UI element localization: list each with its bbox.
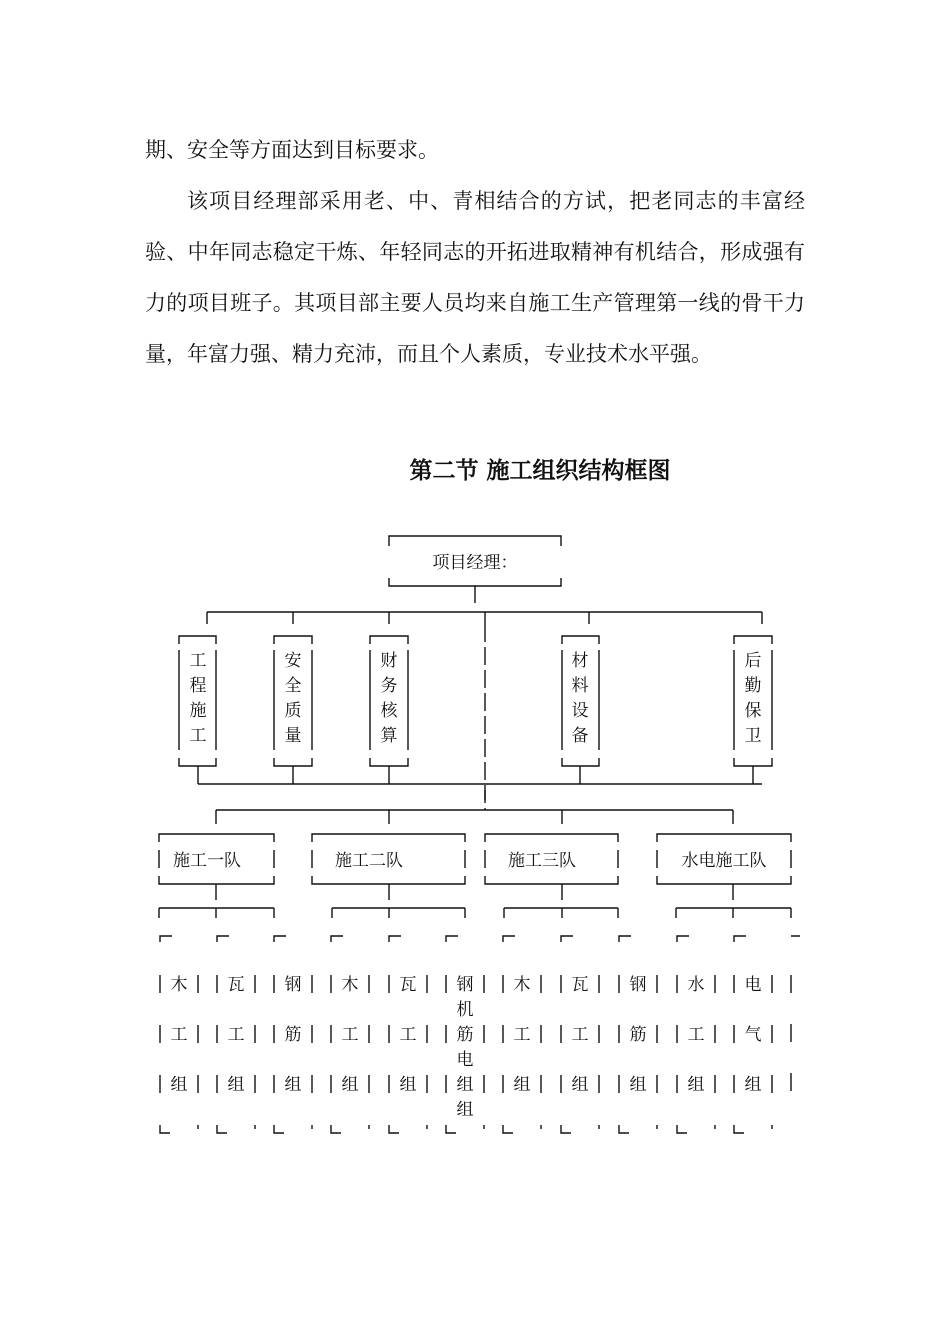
- dept-label-2: 财务核算: [380, 651, 398, 746]
- trailing-stub: [791, 936, 800, 1091]
- dept-finance: [370, 636, 408, 766]
- group-boxes: [160, 936, 800, 1133]
- team-label-1: 施工一队: [173, 851, 241, 871]
- dept-materials: [562, 636, 599, 766]
- group-box: [734, 936, 772, 1133]
- dept-label-0: 工程施工: [189, 651, 207, 746]
- team-3: [485, 834, 618, 884]
- group-label: 水工组: [687, 975, 705, 1095]
- team-label-3: 施工三队: [508, 851, 576, 871]
- dept-label-1: 安全质量: [284, 651, 302, 746]
- group-box: [677, 936, 715, 1133]
- group-box: [274, 936, 312, 1133]
- group-label: 电气组: [744, 975, 762, 1095]
- group-label: 木工组: [170, 975, 188, 1095]
- group-label: 钢筋组: [284, 975, 302, 1095]
- dept-engineering: [179, 636, 216, 766]
- dept-safety: [274, 636, 312, 766]
- root-box: [389, 536, 561, 586]
- group-label: 木工组: [513, 975, 531, 1095]
- root-connector: [207, 586, 762, 624]
- team-2: [312, 834, 465, 884]
- root-label: 项目经理：: [432, 553, 518, 573]
- group-box: [331, 936, 369, 1133]
- paragraph-2: 该项目经理部采用老、中、青相结合的方试，把老同志的丰富经验、中年同志稳定干炼、年轻同志的开拓进取精神有机结合，形成强有力的项目班子。其项目部主要人员均来自施工生产管理第一线的骨干力量，年富力强、精力充沛，而且个人素质，专业技术水平强。: [145, 189, 805, 366]
- group-label: 瓦工组: [227, 975, 245, 1095]
- dept-label-3: 材料设备: [571, 651, 589, 746]
- group-label: 钢筋组: [629, 975, 647, 1095]
- group-box: [561, 936, 599, 1133]
- dept-logistics: [734, 636, 772, 766]
- team-label-2: 施工二队: [335, 851, 403, 871]
- team-4: [657, 834, 791, 884]
- section-title: 第二节 施工组织结构框图: [409, 458, 671, 484]
- group-label: 瓦工组: [571, 975, 589, 1095]
- group-box: [503, 936, 541, 1133]
- paragraph-1: 期、安全等方面达到目标要求。: [145, 138, 439, 162]
- group-box: [217, 936, 255, 1133]
- team-connectors: [159, 884, 791, 918]
- dept-connector: [198, 766, 762, 824]
- group-box: [619, 936, 657, 1133]
- group-label: 瓦工组: [399, 975, 417, 1095]
- team-label-4: 水电施工队: [681, 851, 767, 871]
- group-label: 钢机筋电组组: [456, 975, 474, 1120]
- group-box: [160, 936, 198, 1133]
- team-1: [159, 834, 274, 884]
- group-label: 木工组: [341, 975, 359, 1095]
- dept-label-4: 后勤保卫: [744, 651, 762, 746]
- group-box: [389, 936, 427, 1133]
- group-box: [446, 936, 484, 1133]
